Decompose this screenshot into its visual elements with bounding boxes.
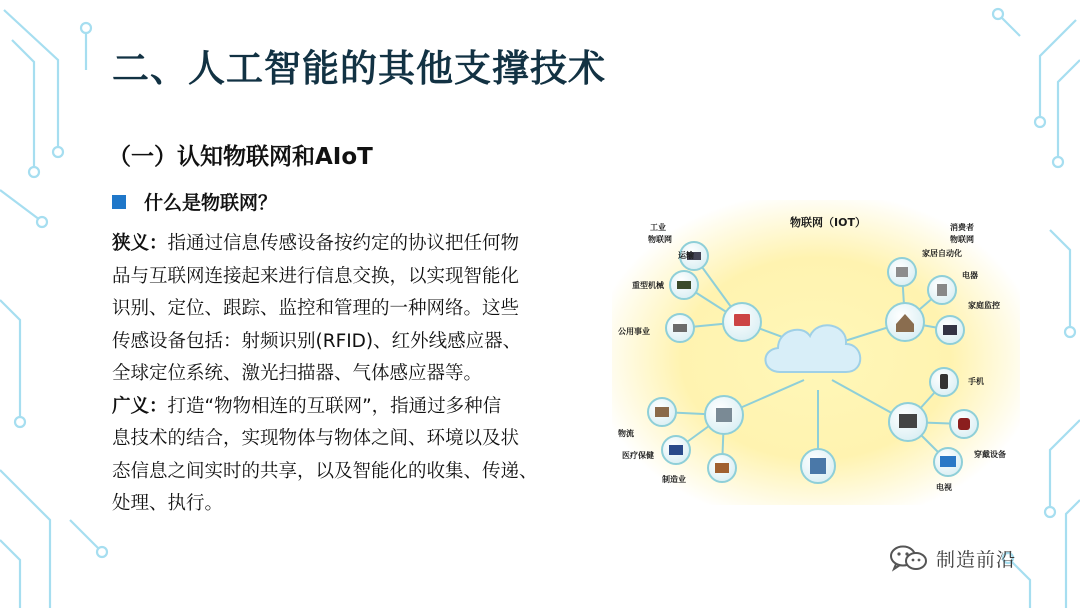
iot-diagram: [612, 200, 1020, 505]
bullet-heading: [112, 188, 277, 215]
diagram-title: 物联网（IOT）: [790, 216, 866, 229]
watermark: [888, 543, 1016, 573]
paragraph-line-text: 指通过信息传感设备按约定的协议把任何物: [167, 233, 520, 254]
consumer-iot-label-1: 消费者: [950, 223, 974, 232]
broad-definition-label: 广义：: [112, 395, 168, 417]
paragraph-line: [112, 261, 602, 294]
paragraph-line: [112, 326, 602, 359]
section-subtitle: （一）认知物联网和AIoT: [108, 144, 373, 170]
paragraph-line: [112, 228, 602, 261]
paragraph-line-text: 处理、执行。: [112, 493, 224, 514]
paragraph-line-text: 传感设备包括：射频识别(RFID)、红外线感应器、: [112, 330, 522, 352]
paragraph-line: [112, 358, 602, 391]
paragraph-line: [112, 293, 602, 326]
narrow-definition-label: 狭义：: [112, 233, 168, 254]
paragraph-line-text: 息技术的结合，实现物体与物体之间、环境以及状: [112, 428, 520, 449]
wechat-icon: [888, 543, 930, 573]
paragraph-line-text: 打造“物物相连的互联网”，指通过多种信: [167, 395, 502, 417]
home-automation-label: 家居自动化: [922, 249, 962, 258]
home-monitoring-label: 家庭监控: [968, 301, 1000, 310]
paragraph-line-text: 品与互联网连接起来进行信息交换，以实现智能化: [112, 265, 520, 287]
paragraph-line-text: 识别、定位、跟踪、监控和管理的一种网络。这些: [112, 298, 520, 319]
healthcare-label: 医疗保健: [622, 451, 654, 460]
appliances-label: 电器: [962, 271, 978, 280]
paragraph-line: [112, 456, 602, 489]
transport-label: 运输: [678, 251, 694, 260]
manufacturing-label: 制造业: [662, 475, 686, 484]
wearables-label: 穿戴设备: [974, 450, 1006, 459]
definition-paragraph: [112, 228, 602, 521]
heavy-machinery-label: 重型机械: [632, 281, 664, 290]
paragraph-line: [112, 391, 602, 424]
logistics-label: 物流: [618, 429, 634, 438]
paragraph-line-text: 全球定位系统、激光扫描器、气体感应器等。: [112, 363, 483, 384]
phone-label: 手机: [968, 377, 984, 386]
industrial-iot-label-2: 物联网: [648, 235, 672, 244]
utilities-label: 公用事业: [618, 327, 650, 336]
slide-title: 二、人工智能的其他支撑技术: [112, 47, 606, 90]
industrial-iot-label-1: 工业: [650, 223, 666, 232]
paragraph-line: [112, 488, 602, 521]
tv-label: 电视: [936, 483, 952, 492]
iot-diagram-graphic: [612, 200, 1020, 505]
bullet-square-icon: [112, 195, 126, 209]
watermark-text: 制造前沿: [936, 548, 1017, 571]
bullet-heading-text: 什么是物联网？: [144, 192, 278, 214]
paragraph-line-text: 态信息之间实时的共享，以及智能化的收集、传递、: [112, 460, 538, 482]
consumer-iot-label-2: 物联网: [950, 235, 974, 244]
paragraph-line: [112, 423, 602, 456]
